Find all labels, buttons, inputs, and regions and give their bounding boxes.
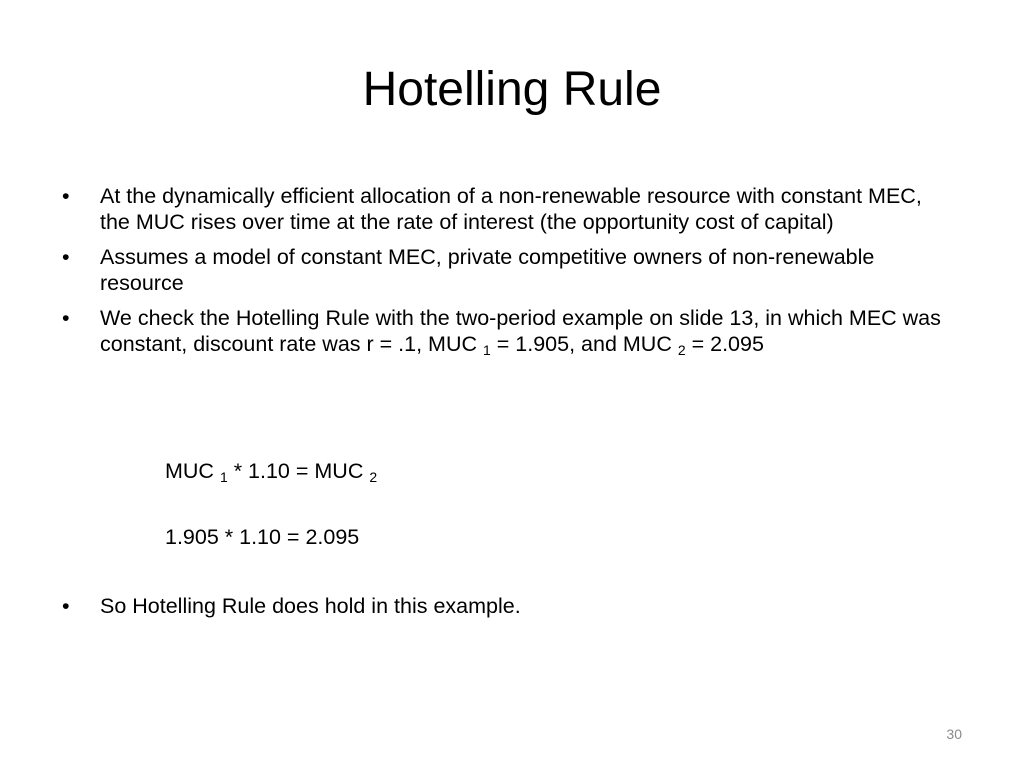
bullet-text: Assumes a model of constant MEC, private competitive owners of non-renewable resource: [100, 245, 875, 295]
bullet-text: = 2.095: [685, 332, 764, 356]
bullet-text: At the dynamically efficient allocation of a non-renewable resource with constant MEC, the MUC rises over time at the rate of interest (the opportunity cost of capital): [100, 184, 922, 234]
bullet-icon: •: [62, 184, 70, 208]
bullet-list: [62, 183, 952, 366]
bullet-text: We check the Hotelling Rule with the two-period example on slide 13, in which MEC was constant, discount rate was r = .1, MUC: [100, 306, 941, 356]
bullet-item-2: [62, 244, 952, 296]
formula-text: * 1.10 = MUC: [227, 459, 370, 483]
formula-line-2: 1.905 * 1.10 = 2.095: [165, 525, 360, 549]
formula-line-1: [165, 458, 377, 484]
bullet-text: So Hotelling Rule does hold in this example.: [100, 594, 521, 618]
bullet-icon: •: [62, 245, 70, 269]
bullet-text: = 1.905, and MUC: [490, 332, 678, 356]
bullet-item-3: [62, 305, 952, 357]
bullet-list-final: [62, 593, 952, 628]
subscript: 2: [369, 469, 378, 485]
subscript: 1: [482, 342, 491, 358]
subscript: 1: [219, 469, 228, 485]
bullet-item-1: [62, 183, 952, 235]
bullet-icon: •: [62, 306, 70, 330]
bullet-item-4: [62, 593, 952, 619]
slide-title: Hotelling Rule: [362, 63, 662, 116]
page-number: 30: [946, 726, 962, 742]
formula-text: MUC: [165, 459, 220, 483]
bullet-icon: •: [62, 594, 70, 618]
subscript: 2: [677, 342, 686, 358]
